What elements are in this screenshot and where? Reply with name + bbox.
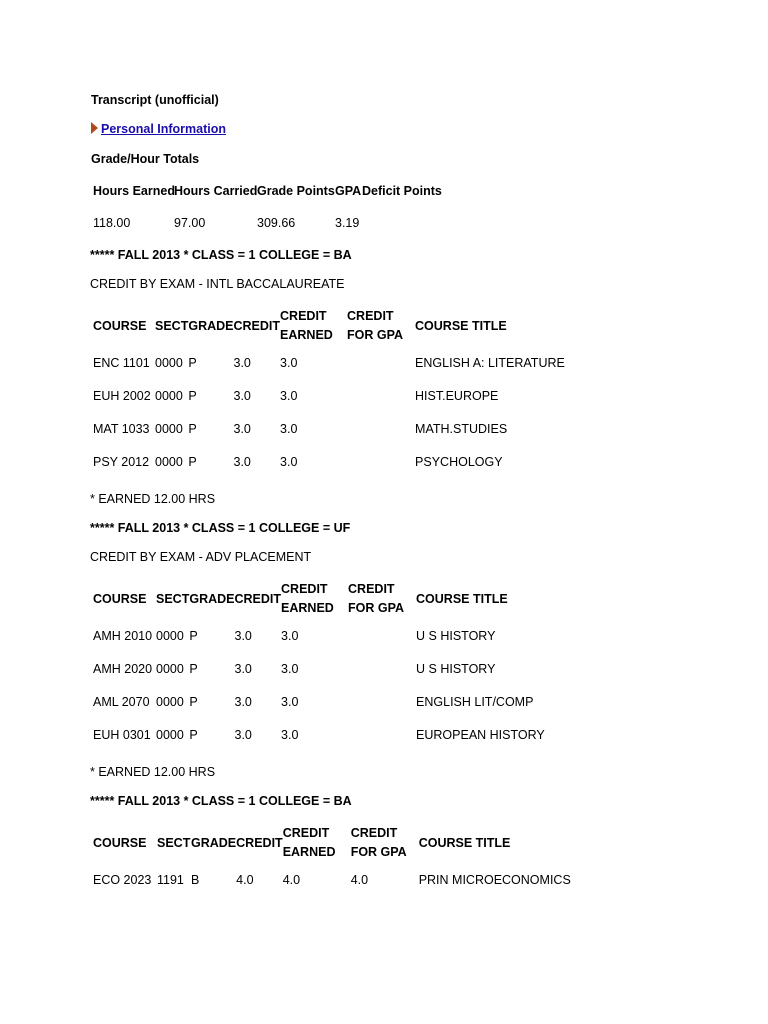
table-row [93,619,576,652]
cell-course: AMH 2010 [93,628,153,643]
cell-grade: P [188,355,197,370]
totals-grade-points: 309.66 [257,216,296,230]
table-row [93,863,579,896]
course-table [93,823,579,896]
col-credit: CREDIT [233,318,281,333]
col-credit-for-gpa: CREDIT FOR GPA [347,309,404,342]
cell-title: MATH.STUDIES [415,421,508,436]
personal-information-link[interactable]: Personal Information [101,122,227,136]
col-grade: GRADE [188,318,234,333]
section-subtitle: CREDIT BY EXAM - ADV PLACEMENT [90,550,312,564]
cell-title: PRIN MICROECONOMICS [418,872,571,887]
cell-grade: P [189,694,198,709]
cell-credit: 3.0 [234,694,252,709]
totals-header-hours-carried: Hours Carried [174,184,258,198]
grade-hour-totals-heading: Grade/Hour Totals [91,152,200,166]
table-row [93,346,575,379]
cell-sect: 0000 [155,454,183,469]
cell-sect: 0000 [155,355,183,370]
col-course: COURSE [93,591,147,606]
table-row [93,718,576,751]
col-credit-for-gpa: CREDIT FOR GPA [350,826,407,859]
cell-course: EUH 2002 [93,388,151,403]
cell-gpa [347,346,415,379]
cell-credit: 3.0 [234,727,252,742]
cell-credit: 3.0 [234,661,252,676]
col-course-title: COURSE TITLE [418,835,511,850]
col-credit: CREDIT [234,591,282,606]
cell-course: EUH 0301 [93,727,151,742]
cell-sect: 0000 [156,628,184,643]
cell-grade: P [189,727,198,742]
cell-gpa: 4.0 [350,872,369,887]
table-header [93,823,579,863]
table-header [93,579,576,619]
cell-gpa [347,379,415,412]
table-row [93,412,575,445]
col-sect: SECT [156,591,190,606]
cell-course: ECO 2023 [93,872,152,887]
table-row [93,445,575,478]
earned-hours: * EARNED 12.00 HRS [90,765,216,779]
cell-sect: 1191 [157,872,184,887]
cell-earned: 3.0 [281,628,299,643]
table-row [93,379,575,412]
term-heading: ***** FALL 2013 * CLASS = 1 COLLEGE = BA [90,794,352,808]
cell-earned: 3.0 [280,454,298,469]
col-sect: SECT [157,835,191,850]
col-credit-earned: CREDIT EARNED [280,309,333,342]
cell-earned: 3.0 [281,727,299,742]
cell-course: PSY 2012 [93,454,150,469]
cell-gpa [347,445,415,478]
cell-title: HIST.EUROPE [415,388,499,403]
cell-grade: P [188,388,197,403]
section-subtitle: CREDIT BY EXAM - INTL BACCALAUREATE [90,277,345,291]
table-row [93,685,576,718]
col-grade: GRADE [191,835,237,850]
cell-title: ENGLISH LIT/COMP [416,694,534,709]
cell-title: ENGLISH A: LITERATURE [415,355,565,370]
cell-title: EUROPEAN HISTORY [416,727,545,742]
cell-grade: P [188,421,197,436]
cell-earned: 3.0 [280,421,298,436]
cell-grade: P [188,454,197,469]
cell-course: MAT 1033 [93,421,150,436]
term-heading: ***** FALL 2013 * CLASS = 1 COLLEGE = UF [90,521,351,535]
cell-grade: B [191,872,200,887]
table-row [93,652,576,685]
col-course-title: COURSE TITLE [416,591,508,606]
col-credit-for-gpa: CREDIT FOR GPA [348,582,405,615]
cell-gpa [347,412,415,445]
course-table [93,579,576,751]
table-header [93,306,575,346]
arrow-right-icon [91,122,98,134]
cell-grade: P [189,628,198,643]
cell-earned: 3.0 [281,694,299,709]
cell-credit: 4.0 [236,872,254,887]
col-credit-earned: CREDIT EARNED [281,582,334,615]
totals-gpa: 3.19 [335,216,360,230]
cell-title: U S HISTORY [416,628,496,643]
col-course-title: COURSE TITLE [415,318,507,333]
cell-sect: 0000 [155,388,183,403]
cell-sect: 0000 [155,421,183,436]
course-table [93,306,575,478]
col-sect: SECT [155,318,189,333]
cell-sect: 0000 [156,661,184,676]
cell-course: AMH 2020 [93,661,153,676]
term-heading: ***** FALL 2013 * CLASS = 1 COLLEGE = BA [90,248,352,262]
totals-hours-earned: 118.00 [93,216,131,230]
col-credit: CREDIT [236,835,283,850]
col-course: COURSE [93,318,147,333]
cell-credit: 3.0 [233,454,251,469]
cell-earned: 3.0 [280,355,298,370]
cell-earned: 4.0 [282,872,301,887]
totals-header-hours-earned: Hours Earned [93,184,175,198]
col-grade: GRADE [189,591,235,606]
cell-gpa [348,652,416,685]
cell-gpa [348,619,416,652]
col-course: COURSE [93,835,147,850]
cell-gpa [348,685,416,718]
totals-header-grade-points: Grade Points [257,184,335,198]
cell-credit: 3.0 [233,421,251,436]
personal-info-row [91,122,226,136]
totals-hours-carried: 97.00 [174,216,206,230]
cell-title: PSYCHOLOGY [415,454,503,469]
cell-grade: P [189,661,198,676]
cell-earned: 3.0 [281,661,299,676]
cell-credit: 3.0 [233,388,251,403]
totals-header-deficit-points: Deficit Points [362,184,442,198]
cell-title: U S HISTORY [416,661,496,676]
page-title: Transcript (unofficial) [91,93,219,107]
cell-course: ENC 1101 [93,355,150,370]
cell-gpa [348,718,416,751]
earned-hours: * EARNED 12.00 HRS [90,492,216,506]
cell-sect: 0000 [156,694,184,709]
cell-course: AML 2070 [93,694,150,709]
totals-header-gpa: GPA [335,184,362,198]
cell-earned: 3.0 [280,388,298,403]
cell-sect: 0000 [156,727,184,742]
cell-credit: 3.0 [233,355,251,370]
col-credit-earned: CREDIT EARNED [282,826,336,859]
cell-credit: 3.0 [234,628,252,643]
